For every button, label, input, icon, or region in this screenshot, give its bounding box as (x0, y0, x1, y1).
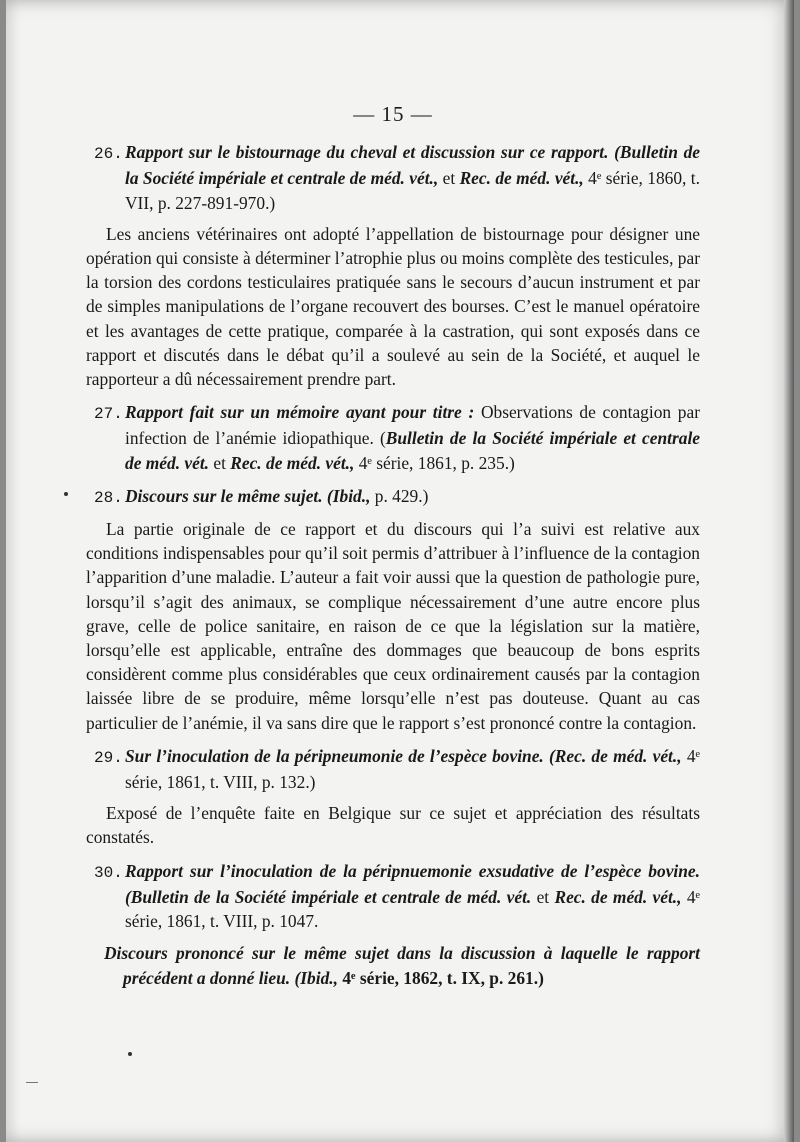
entry-26: 26. Rapport sur le bistournage du cheval et discussion sur ce rapport. (Bulletin de la Société impériale et centrale de méd. vét., et Rec. de méd. vét., 4ᵉ série, 1860, t. VII, p. 227-891-970.) (94, 142, 700, 213)
entry-number: 26. (94, 145, 123, 164)
entry-reference: p. 429.) (370, 485, 429, 506)
margin-mark (26, 1082, 38, 1083)
entry-reference: 4ᵉ série, 1860, t. VII, p. 227-891-970.) (125, 168, 700, 213)
entry-title: Rapport fait sur un mémoire ayant pour titre : (125, 402, 475, 423)
entry-26-body: Les anciens vétérinaires ont adopté l’appellation de bistournage pour désigner une opération qui consiste à déterminer l’atrophie plus ou moins complète des testicules, par la torsion des cordons testiculaires pratiquée sans le secours d’aucun instrument et par de simples manipulations de l’organe recouvert des bourses. C’est le manuel opératoire et les avantages de cette pratique, comparée à la castration, qui sont exposés dans ce rapport et discutés dans le débat qu’il a soulevé au sein de la Société, et auquel le rapporteur a dû nécessairement prendre part. (86, 223, 700, 390)
page-edge-shadow (784, 0, 794, 1142)
print-speck (64, 492, 68, 496)
entry-number: 27. (94, 405, 123, 424)
book-page (6, 0, 794, 1142)
entry-27: 27. Rapport fait sur un mémoire ayant pour titre : Observations de contagion par infection de l’anémie idiopathique. (Bulletin de la Société impériale et centrale de méd. vét. et Rec. de méd. vét., 4ᵉ série, 1861, p. 235.) (94, 402, 700, 473)
page-text (86, 102, 700, 990)
entry-title: Discours sur le même sujet. (Ibid., (125, 485, 371, 506)
entry-title: Sur l’inoculation de la péripneumonie de l’espèce bovine. (Rec. de méd. vét., (125, 745, 682, 766)
entry-28-body: La partie originale de ce rapport et du discours qui l’a suivi est relative aux conditions indispensables pour qu’il soit permis d’attribuer à l’influence de la contagion l’apparition d’une maladie. L’auteur a fait voir aussi que la question de pathologie pure, lorsqu’il s’agit des animaux, se complique nécessairement d’une autre encore plus grave, celle de police sanitaire, en raison de ce que la législation sur la matière, lorsqu’elle est applicable, entraîne des dommages que beaucoup de bons esprits considèrent comme plus considérables que ceux ordinairement causés par la contagion laissée libre de se produire, même lorsqu’elle n’est pas douteuse. Quant au cas particulier de l’anémie, il va sans dire que le rapport s’est prononcé contre la contagion. (86, 519, 700, 733)
page-number: — 15 — (353, 102, 433, 126)
entry-reference: 4ᵉ série, 1861, t. VIII, p. 1047. (125, 886, 700, 932)
sub-entry-reference: 4ᵉ série, 1862, t. IX, p. 261.) (337, 967, 544, 988)
entry-title: Rapport sur l’inoculation de la péripnuemonie exsudative de l’espèce bovine. (Bulletin de la Société impériale et centrale de méd. vét. (125, 860, 700, 907)
entry-29-body: Exposé de l’enquête faite en Belgique sur ce sujet et appréciation des résultats constatés. (86, 803, 700, 848)
entry-30: 30. Rapport sur l’inoculation de la péripnuemonie exsudative de l’espèce bovine. (Bulletin de la Société impériale et centrale de méd. vét. et Rec. de méd. vét., 4ᵉ série, 1861, t. VIII, p. 1047. (94, 860, 700, 932)
entry-reference: 4ᵉ série, 1861, p. 235.) (354, 452, 515, 473)
entry-29 (86, 744, 700, 794)
entry-number: 30. (94, 863, 123, 882)
sub-entry-title: Discours prononcé sur le même sujet dans la discussion à laquelle le rapport précédent a donné lieu. (Ibid., (104, 943, 700, 988)
entry-28 (86, 484, 700, 510)
entry-reference: 4ᵉ série, 1861, t. VIII, p. 132.) (125, 745, 700, 793)
print-speck (128, 1052, 132, 1056)
entry-number: 28. (94, 488, 123, 507)
entry-30-sub-entry (104, 941, 700, 989)
entry-number: 29. (94, 748, 123, 767)
entry-title: Rapport sur le bistournage du cheval et discussion sur ce rapport. (Bulletin de la Société impériale et centrale de méd. vét., (125, 142, 700, 189)
